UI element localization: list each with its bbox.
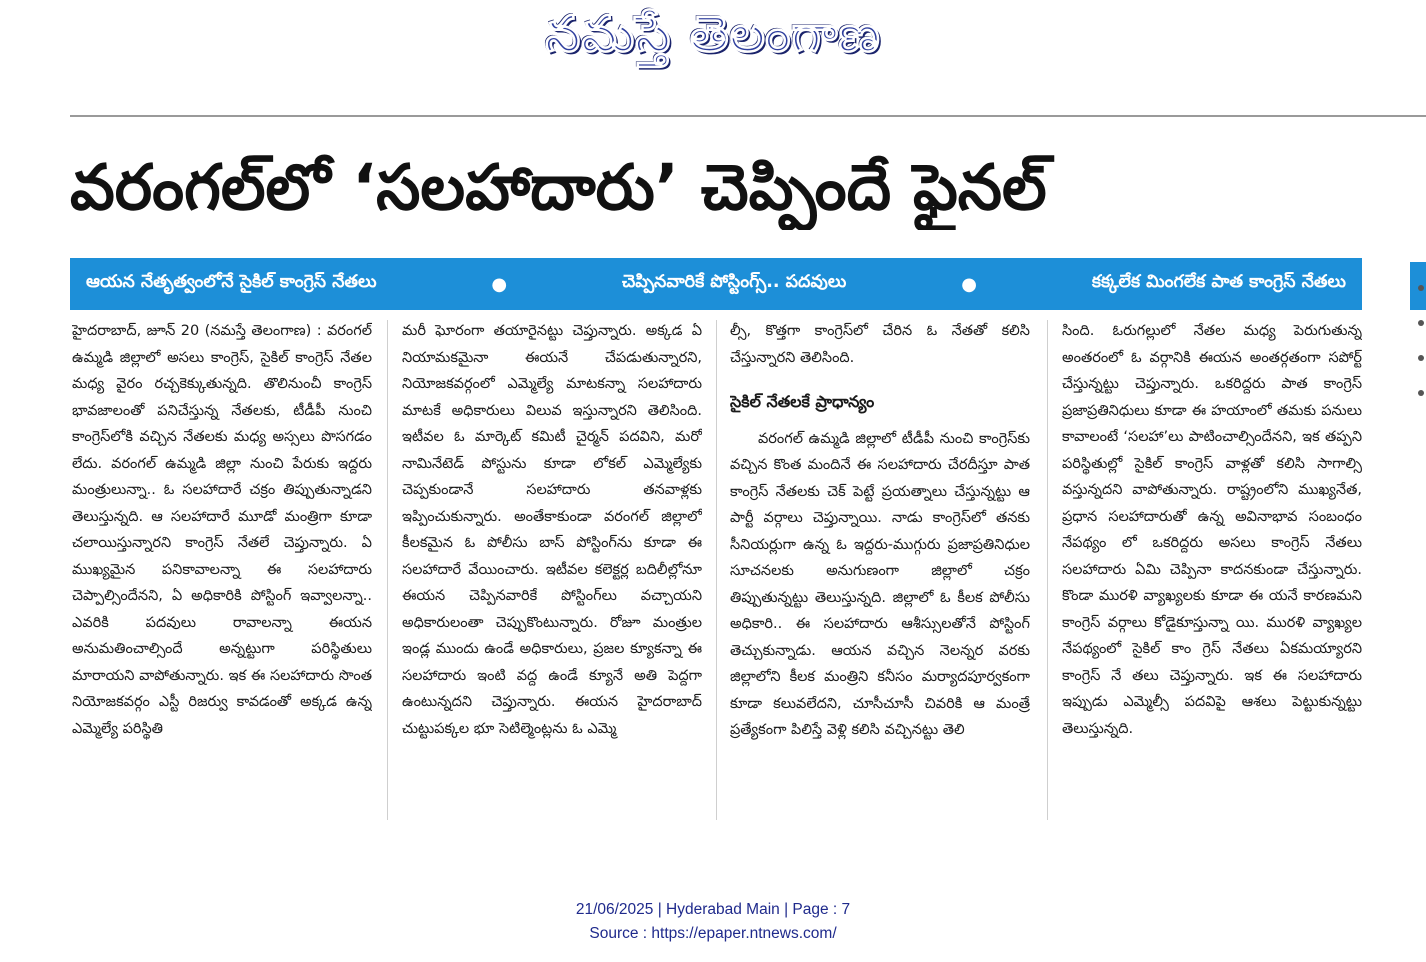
bullet-separator: ● [961, 273, 977, 295]
paragraph: మరీ ఘోరంగా తయారైనట్టు చెప్తున్నారు. అక్కడ ఏ నియామకమైనా ఈయనే చేపడుతున్నారని, నియోజకవర్గంలో ఎమ్మెల్యే మాటకన్నా సలహాదారు మాటకే అధికారులు విలువ ఇస్తున్నారని తెలిసింది. ఇటీవల ఓ మార్కెట్ కమిటీ చైర్మన్ పదవిని, మరో నామినేటెడ్ పోస్టును కూడా లోకల్ ఎమ్మెల్యేకు చెప్పకుండానే సలహాదారు తనవాళ్లకు ఇప్పించుకున్నారు. అంతేకాకుండా వరంగల్ జిల్లాలో కీలకమైన ఓ పోలీసు బాస్ పోస్టింగ్‌ను కూడా ఈ సలహాదారే వేయించారు. ఇటీవల కలెక్టర్ల బదిలీల్లోనూ ఈయన చెప్పినవారికే పోస్టింగ్‌లు వచ్చాయని అధికారులంతా చెప్పుకొంటున్నారు. రోజూ మంత్రుల ఇండ్ల ముందు ఉండే అధికారులు, ప్రజల క్యూకన్నా ఈ సలహాదారు ఇంటి వద్ద ఉండే క్యూనే అతి పెద్దగా ఉంటున్నదని చెప్తున్నారు. ఈయన హైదరాబాద్ చుట్టుపక్కల భూ సెటిల్మెంట్లను ఓ ఎమ్మె [402, 323, 702, 737]
adjacent-bullet [1418, 320, 1424, 326]
paragraph: వరంగల్ ఉమ్మడి జిల్లాలో టీడీపీ నుంచి కాంగ్రెస్‌కు వచ్చిన కొంత మందినే ఈ సలహాదారు చేరదీస్తూ పాత కాంగ్రెస్ నేతలకు చెక్ పెట్టే ప్రయత్నాలు చేస్తున్నట్టు ఆ పార్టీ వర్గాలు చెప్తున్నాయి. నాడు కాంగ్రెస్‌లో తనకు సీనియర్లుగా ఉన్న ఓ ఇద్దరు-ముగ్గురు ప్రజాప్రతినిధుల సూచనలకు అనుగుణంగా జిల్లాలో చక్రం తిప్పుతున్నట్టు తెలుస్తున్నది. జిల్లాలో ఓ కీలక పోలీసు అధికారి.. ఈ సలహాదారు ఆశీస్సులతోనే పోస్టింగ్ తెచ్చుకున్నాడు. ఆయన వచ్చిన నెలన్నర వరకు జిల్లాలోని కీలక మంత్రిని కనీసం మర్యాదపూర్వకంగా కూడా కలువలేదని, చూసీచూసీ చివరికి ఆ మంత్రే ప్రత్యేకంగా పిలిస్తే వెళ్లి కలిసి వచ్చినట్టు తెలి [730, 430, 1030, 738]
footer-date-edition: 21/06/2025 | Hyderabad Main | Page : 7 [575, 901, 851, 918]
article-column-2 [402, 318, 702, 838]
article-column-4 [1062, 318, 1362, 838]
column-divider [1047, 320, 1048, 820]
adjacent-bullet [1418, 285, 1424, 291]
adjacent-article-text [1410, 580, 1426, 820]
subheadline-item-3: కక్కలేక మింగలేక పాత కాంగ్రెస్ నేతలు [1091, 272, 1346, 292]
column-divider [716, 320, 717, 820]
section-heading: సైకిల్ నేతలకే ప్రాధాన్యం [730, 392, 875, 411]
paragraph: ల్సీ, కొత్తగా కాంగ్రెస్‌లో చేరిన ఓ నేతతో కలిసి చేస్తున్నారని తెలిసింది. [730, 323, 1030, 366]
subheadline-item-2: చెప్పినవారికే పోస్టింగ్స్.. పదవులు [621, 272, 847, 292]
column-divider [387, 320, 388, 820]
footer-source: Source : https://epaper.ntnews.com/ [589, 925, 837, 942]
article-headline: వరంగల్‌లో ‘సలహాదారు’ చెప్పిందే ఫైనల్ [70, 151, 1047, 224]
bullet-separator: ● [491, 273, 508, 295]
masthead-divider [70, 115, 1426, 117]
adjacent-article-bullets [1418, 285, 1426, 425]
article-column-3 [730, 318, 1030, 838]
paragraph: సింది. ఓరుగల్లులో నేతల మధ్య పెరుగుతున్న అంతరంలో ఓ వర్గానికి ఈయన అంతర్గతంగా సపోర్ట్ చేస్తున్నట్టు చెప్తున్నారు. ఒకరిద్దరు పాత కాంగ్రెస్ ప్రజాప్రతినిధులు కూడా ఈ హయాంలో తమకు పనులు కావాలంటే ‘సలహా’లు పాటించాల్సిందేనని, ఇక తప్పని పరిస్థితుల్లో సైకిల్ కాంగ్రెస్ వాళ్లతో కలిసి సాగాల్సి వస్తున్నదని వాపోతున్నారు. రాష్ట్రంలోని ముఖ్యనేత, ప్రధాన సలహాదారుతో ఉన్న అవినాభావ సంబంధం నేపథ్యం లో ఒకరిద్దరు అసలు కాంగ్రెస్ నేతలు సలహాదారు ఏమి చెప్పినా కాదనకుండా చేస్తున్నారు. కొండా మురళి వ్యాఖ్యలకు కూడా ఈ యనే కారణమని కాంగ్రెస్ వర్గాలు కోడైకూస్తున్నా యి. మురళి వ్యాఖ్యల నేపథ్యంలో సైకిల్ కాం గ్రెస్ నేతలు ఏకమయ్యారని కాంగ్రెస్ నే తలు చెప్తున్నారు. ఇక ఈ సలహాదారు ఇప్పుడు ఎమ్మెల్సీ పదవిపై ఆశలు పెట్టుకున్నట్టు తెలుస్తున్నది. [1062, 323, 1362, 737]
page-footer [0, 898, 1426, 946]
paragraph: హైదరాబాద్, జూన్ 20 (నమస్తే తెలంగాణ) : వరంగల్ ఉమ్మడి జిల్లాలో అసలు కాంగ్రెస్, సైకిల్ కాంగ్రెస్ నేతల మధ్య వైరం రచ్చకెక్కుతున్నది. తొలినుంచీ కాంగ్రెస్ భావజాలంతో పనిచేస్తున్న నేతలకు, టీడీపీ నుంచి కాంగ్రెస్‌లోకి వచ్చిన నేతలకు మధ్య అస్సలు పొసగడం లేదు. వరంగల్ ఉమ్మడి జిల్లా నుంచి పేరుకు ఇద్దరు మంత్రులున్నా.. ఓ సలహాదారే చక్రం తిప్పుతున్నాడని తెలుస్తున్నది. ఆ సలహాదారే మూడో మంత్రిగా కూడా చలాయిస్తున్నారని కాంగ్రెస్ నేతలే చెప్తున్నారు. ఏ ముఖ్యమైన పనికావాలన్నా ఈ సలహాదారు చెప్పాల్సిందేనని, ఏ అధికారికి పోస్టింగ్ ఇవ్వాలన్నా.. ఎవరికి పదవులు రావాలన్నా ఈయన అనుమతించాల్సిందే అన్నట్టుగా పరిస్థితులు మారాయని వాపోతున్నారు. ఇక ఈ సలహాదారు సొంత నియోజకవర్గం ఎస్టీ రిజర్వు కావడంతో అక్కడ ఉన్న ఎమ్మెల్యే పరిస్థితి [72, 323, 372, 737]
masthead-logo: నమస్తే తెలంగాణ [545, 4, 881, 63]
subheadline-item-1: ఆయన నేతృత్వంలోనే సైకిల్ కాంగ్రెస్ నేతలు [86, 272, 377, 292]
article-column-1 [72, 318, 372, 838]
masthead [0, 0, 1426, 80]
adjacent-bullet [1418, 390, 1424, 396]
adjacent-bullet [1418, 355, 1424, 361]
subheadline-bar [70, 258, 1362, 310]
